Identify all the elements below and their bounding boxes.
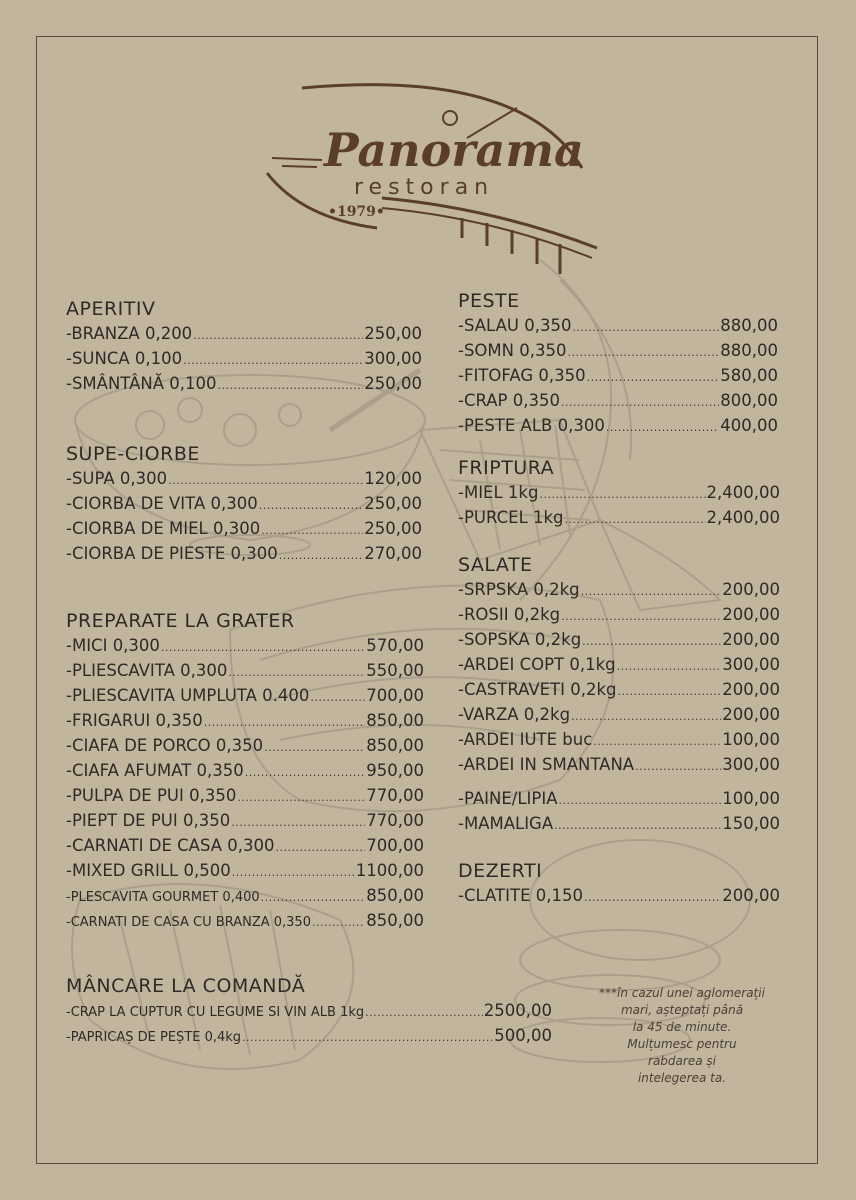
menu-item: -SUPA 0,300 ..... 120,00 <box>66 467 422 492</box>
section-salate <box>458 554 780 778</box>
menu-item: -PLIESCAVITA 0,300 ..... 550,00 <box>66 659 424 684</box>
logo-brand: Panorama <box>324 123 584 177</box>
section-title: SALATE <box>458 554 533 576</box>
section-dezerti <box>458 860 780 909</box>
section-title: PESTE <box>458 290 520 312</box>
menu-item: -CRAP 0,350 ..... 800,00 <box>458 389 778 414</box>
menu-item: -MIXED GRILL 0,500 ..... 1100,00 <box>66 859 424 884</box>
menu-item: -CIORBA DE VITA 0,300 ..... 250,00 <box>66 492 422 517</box>
section-friptura <box>458 457 780 531</box>
menu-item: -MIEL 1kg ..... 2,400,00 <box>458 481 780 506</box>
menu-item: -SOMN 0,350 ..... 880,00 <box>458 339 778 364</box>
menu-item: -PESTE ALB 0,300 ..... 400,00 <box>458 414 778 439</box>
section-title: MÂNCARE LA COMANDĂ <box>66 975 306 997</box>
section-title: DEZERTI <box>458 860 543 882</box>
waiting-time-note: ***în cazul unei aglomerații mari, așteptați până la 45 de minute. Mulțumesc pentru rabdarea și intelegerea ta. <box>599 986 765 1085</box>
menu-item: -MICI 0,300 ..... 570,00 <box>66 634 424 659</box>
section-bread <box>458 787 780 837</box>
menu-item: -SUNCA 0,100 ..... 300,00 <box>66 347 422 372</box>
section-title: APERITIV <box>66 298 156 320</box>
menu-item: -MAMALIGA ..... 150,00 <box>458 812 780 837</box>
menu-item: -FITOFAG 0,350 ..... 580,00 <box>458 364 778 389</box>
menu-item: -BRANZA 0,200 ..... 250,00 <box>66 322 422 347</box>
menu-item: -VARZA 0,2kg ..... 200,00 <box>458 703 780 728</box>
menu-item: -CRAP LA CUPTUR CU LEGUME SI VIN ALB 1kg ..... 2500,00 <box>66 999 552 1024</box>
menu-item: -CIORBA DE PIESTE 0,300 ..... 270,00 <box>66 542 422 567</box>
section-title: FRIPTURA <box>458 457 555 479</box>
menu-item: -SMÂNTÂNĂ 0,100 ..... 250,00 <box>66 372 422 397</box>
menu-item: -FRIGARUI 0,350 ..... 850,00 <box>66 709 424 734</box>
menu-item: -SRPSKA 0,2kg ..... 200,00 <box>458 578 780 603</box>
section-mancare-la-comanda <box>66 975 552 1049</box>
menu-item: -ARDEI IUTE buc ..... 100,00 <box>458 728 780 753</box>
menu-item: -PAPRICAȘ DE PEȘTE 0,4kg ..... 500,00 <box>66 1024 552 1049</box>
menu-item: -PLIESCAVITA UMPLUTA 0.400 ..... 700,00 <box>66 684 424 709</box>
menu-item: -ARDEI COPT 0,1kg ..... 300,00 <box>458 653 780 678</box>
section-peste <box>458 290 778 439</box>
logo-year: •1979• <box>328 204 385 220</box>
menu-item: -PURCEL 1kg ..... 2,400,00 <box>458 506 780 531</box>
menu-item: -SOPSKA 0,2kg ..... 200,00 <box>458 628 780 653</box>
menu-item: -CARNATI DE CASA 0,300 ..... 700,00 <box>66 834 424 859</box>
menu-item: -PAINE/LIPIA ..... 100,00 <box>458 787 780 812</box>
restaurant-logo <box>262 78 602 278</box>
menu-item: -PULPA DE PUI 0,350 ..... 770,00 <box>66 784 424 809</box>
menu-item: -ARDEI IN SMANTANA ..... 300,00 <box>458 753 780 778</box>
menu-item: -PIEPT DE PUI 0,350 ..... 770,00 <box>66 809 424 834</box>
menu-item: -CARNATI DE CASA CU BRANZA 0,350 ..... 850,00 <box>66 909 424 934</box>
menu-item: -CLATITE 0,150 ..... 200,00 <box>458 884 780 909</box>
menu-item: -CIAFA DE PORCO 0,350 ..... 850,00 <box>66 734 424 759</box>
section-preparate-la-grater <box>66 610 424 934</box>
section-aperitiv <box>66 298 422 397</box>
menu-item: -PLESCAVITA GOURMET 0,400 ..... 850,00 <box>66 884 424 909</box>
section-title: PREPARATE LA GRATER <box>66 610 295 632</box>
menu-item: -CIAFA AFUMAT 0,350 ..... 950,00 <box>66 759 424 784</box>
section-supe-ciorbe <box>66 443 422 567</box>
logo-sub: restoran <box>354 175 495 200</box>
section-title: SUPE-CIORBE <box>66 443 200 465</box>
menu-item: -ROSII 0,2kg ..... 200,00 <box>458 603 780 628</box>
menu-item: -CASTRAVETI 0,2kg ..... 200,00 <box>458 678 780 703</box>
menu-item: -SALAU 0,350 ..... 880,00 <box>458 314 778 339</box>
menu-item: -CIORBA DE MIEL 0,300 ..... 250,00 <box>66 517 422 542</box>
